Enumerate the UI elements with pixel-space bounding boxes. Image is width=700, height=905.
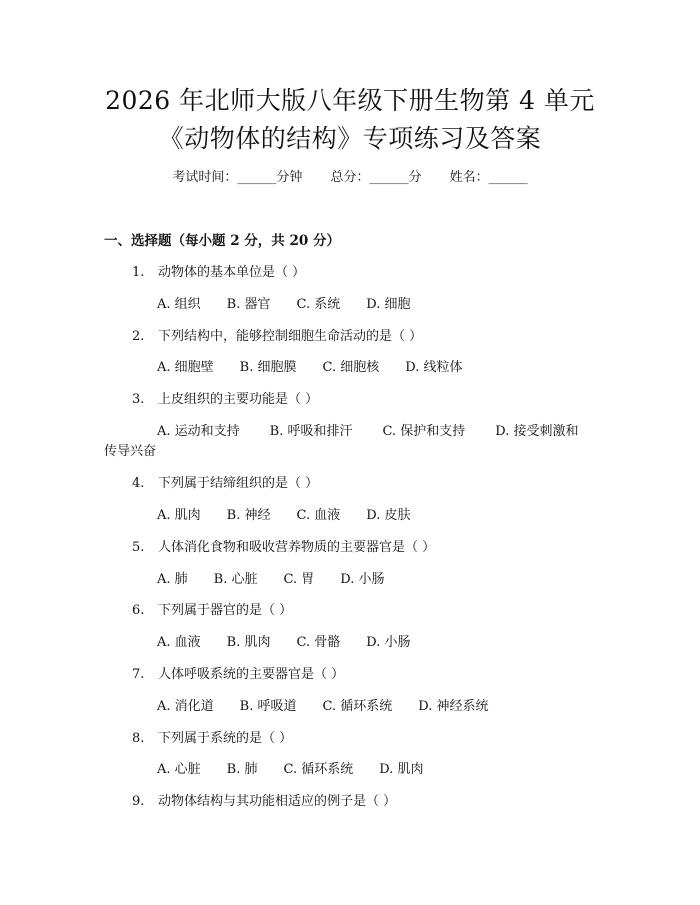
option-a: A. 肌肉: [157, 508, 201, 523]
option-a: A. 细胞壁: [157, 360, 214, 375]
option-a: A. 运动和支持: [157, 424, 240, 439]
question-text: 人体呼吸系统的主要器官是（ ）: [158, 667, 345, 682]
page-title-line-1: 2026 年北师大版八年级下册生物第 4 单元: [105, 86, 595, 115]
question-2: [132, 327, 422, 347]
option-b: B. 神经: [226, 508, 271, 523]
question-4-options: [157, 506, 436, 526]
question-text: 人体消化食物和吸收营养物质的主要器官是（ ）: [158, 540, 436, 555]
option-c: C. 循环系统: [322, 699, 393, 714]
option-c: C. 骨骼: [296, 635, 341, 650]
question-text: 上皮组织的主要功能是（ ）: [158, 392, 319, 407]
section-heading: 一、选择题（每小题 2 分，共 20 分）: [104, 233, 340, 249]
question-number: 3.: [132, 392, 145, 407]
exam-time-field: 考试时间：______分钟: [172, 170, 303, 185]
question-number: 8.: [132, 731, 145, 746]
question-2-options: [157, 358, 488, 378]
option-c: C. 胃: [283, 572, 315, 587]
total-score-field: 总分：______分: [330, 170, 422, 185]
question-7: [132, 665, 344, 685]
question-text: 下列属于系统的是（ ）: [158, 731, 293, 746]
option-c: C. 血液: [296, 508, 341, 523]
question-6: [132, 601, 292, 621]
question-6-options: [157, 633, 436, 653]
option-a: A. 消化道: [157, 699, 214, 714]
question-9: [132, 792, 396, 812]
option-c: C. 系统: [296, 297, 341, 312]
option-b: B. 呼吸和排汗: [269, 424, 353, 439]
question-4: [132, 474, 318, 494]
option-b: B. 呼吸道: [239, 699, 297, 714]
option-d: D. 线粒体: [405, 360, 463, 375]
exam-info-row: [0, 168, 700, 188]
option-b: B. 器官: [226, 297, 271, 312]
question-number: 6.: [132, 603, 145, 618]
question-number: 7.: [132, 667, 145, 682]
question-number: 5.: [132, 540, 145, 555]
question-text: 下列结构中，能够控制细胞生命活动的是（ ）: [158, 329, 423, 344]
question-3-options: [157, 422, 578, 442]
option-c: C. 保护和支持: [382, 424, 466, 439]
question-1: [132, 263, 305, 283]
page-title-line-2: 《动物体的结构》专项练习及答案: [158, 124, 542, 153]
question-8: [132, 729, 292, 749]
option-d: D. 神经系统: [418, 699, 489, 714]
option-d: D. 小肠: [366, 635, 411, 650]
option-d: D. 肌肉: [379, 762, 424, 777]
option-a: A. 肺: [157, 572, 188, 587]
option-b: B. 肌肉: [226, 635, 271, 650]
question-text: 下列属于结缔组织的是（ ）: [158, 476, 319, 491]
option-c: C. 循环系统: [283, 762, 354, 777]
question-5-options: [157, 570, 410, 590]
question-number: 4.: [132, 476, 145, 491]
question-3-option-d-continuation: 传导兴奋: [104, 444, 157, 459]
option-d: D. 细胞: [366, 297, 411, 312]
question-number: 2.: [132, 329, 145, 344]
question-text: 动物体结构与其功能相适应的例子是（ ）: [158, 794, 397, 809]
question-7-options: [157, 697, 514, 717]
question-8-options: [157, 760, 449, 780]
option-d: D. 小肠: [340, 572, 385, 587]
option-a: A. 心脏: [157, 762, 201, 777]
question-1-options: [157, 295, 436, 315]
question-text: 下列属于器官的是（ ）: [158, 603, 293, 618]
question-text: 动物体的基本单位是（ ）: [158, 265, 306, 280]
option-d: D. 接受刺激和: [495, 424, 579, 439]
option-b: B. 肺: [226, 762, 258, 777]
option-b: B. 细胞膜: [239, 360, 297, 375]
question-5: [132, 538, 435, 558]
student-name-field: 姓名：______: [449, 170, 528, 185]
question-number: 1.: [132, 265, 145, 280]
question-3: [132, 390, 318, 410]
option-b: B. 心脏: [213, 572, 258, 587]
option-d: D. 皮肤: [366, 508, 411, 523]
option-a: A. 血液: [157, 635, 201, 650]
option-c: C. 细胞核: [322, 360, 380, 375]
option-a: A. 组织: [157, 297, 201, 312]
question-number: 9.: [132, 794, 145, 809]
